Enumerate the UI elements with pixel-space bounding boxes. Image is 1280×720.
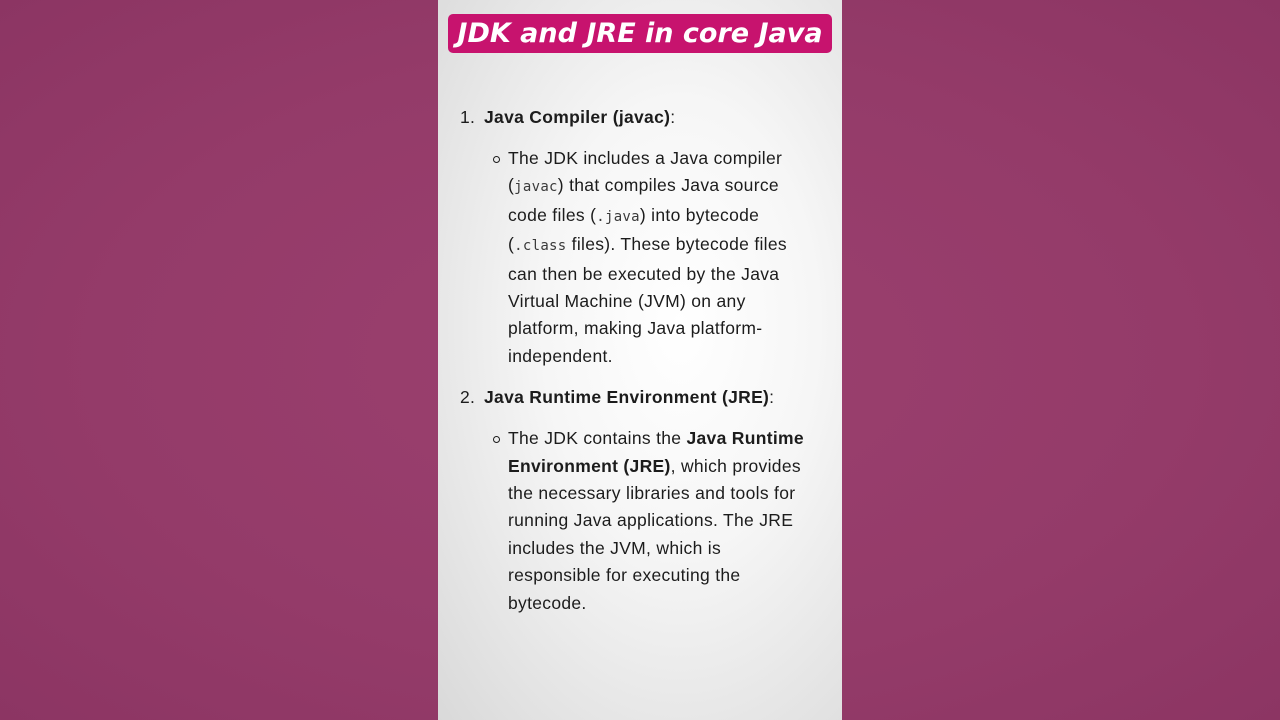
hollow-bullet-icon (493, 156, 500, 163)
item-heading-suffix: : (670, 107, 676, 127)
bullet-point (484, 425, 812, 617)
hollow-bullet-icon (493, 436, 500, 443)
item-heading-text: Java Runtime Environment (JRE) (484, 387, 770, 408)
bullet-point (484, 145, 812, 370)
inline-code: .class (514, 238, 567, 255)
item-heading (484, 104, 812, 131)
bullet-text: ) into bytecode ( (508, 204, 760, 255)
inline-code: javac (514, 179, 558, 196)
item-heading-text: Java Compiler (javac) (484, 107, 671, 127)
item-heading (484, 384, 812, 411)
item-number: 2. (460, 387, 476, 408)
bullet-text: The JDK includes a Java compiler ( (508, 148, 783, 196)
bullet-text: files). These bytecode files can then be executed by the Java Virtual Machine (JVM) on any platform, making Java platform-independent. (508, 234, 787, 366)
list-item-jre (460, 384, 812, 617)
content-panel (438, 0, 842, 720)
list-item-java-compiler (460, 104, 812, 370)
bullet-bold-text: Java Runtime Environment (JRE) (508, 428, 804, 476)
item-heading-suffix: : (769, 387, 775, 408)
title-highlight: JDK and JRE in core Java (448, 14, 831, 53)
item-number: 1. (460, 107, 476, 127)
content-list (460, 104, 812, 617)
inline-code: .java (596, 208, 640, 225)
bullet-text: The JDK contains the (508, 428, 687, 449)
bullet-text: ) that compiles Java source code files ( (508, 175, 779, 225)
page-title (438, 18, 842, 49)
bullet-text: , which provides the necessary libraries and tools for running Java applications. The JRE includes the JVM, which is responsible for executing the bytecode. (508, 455, 801, 613)
